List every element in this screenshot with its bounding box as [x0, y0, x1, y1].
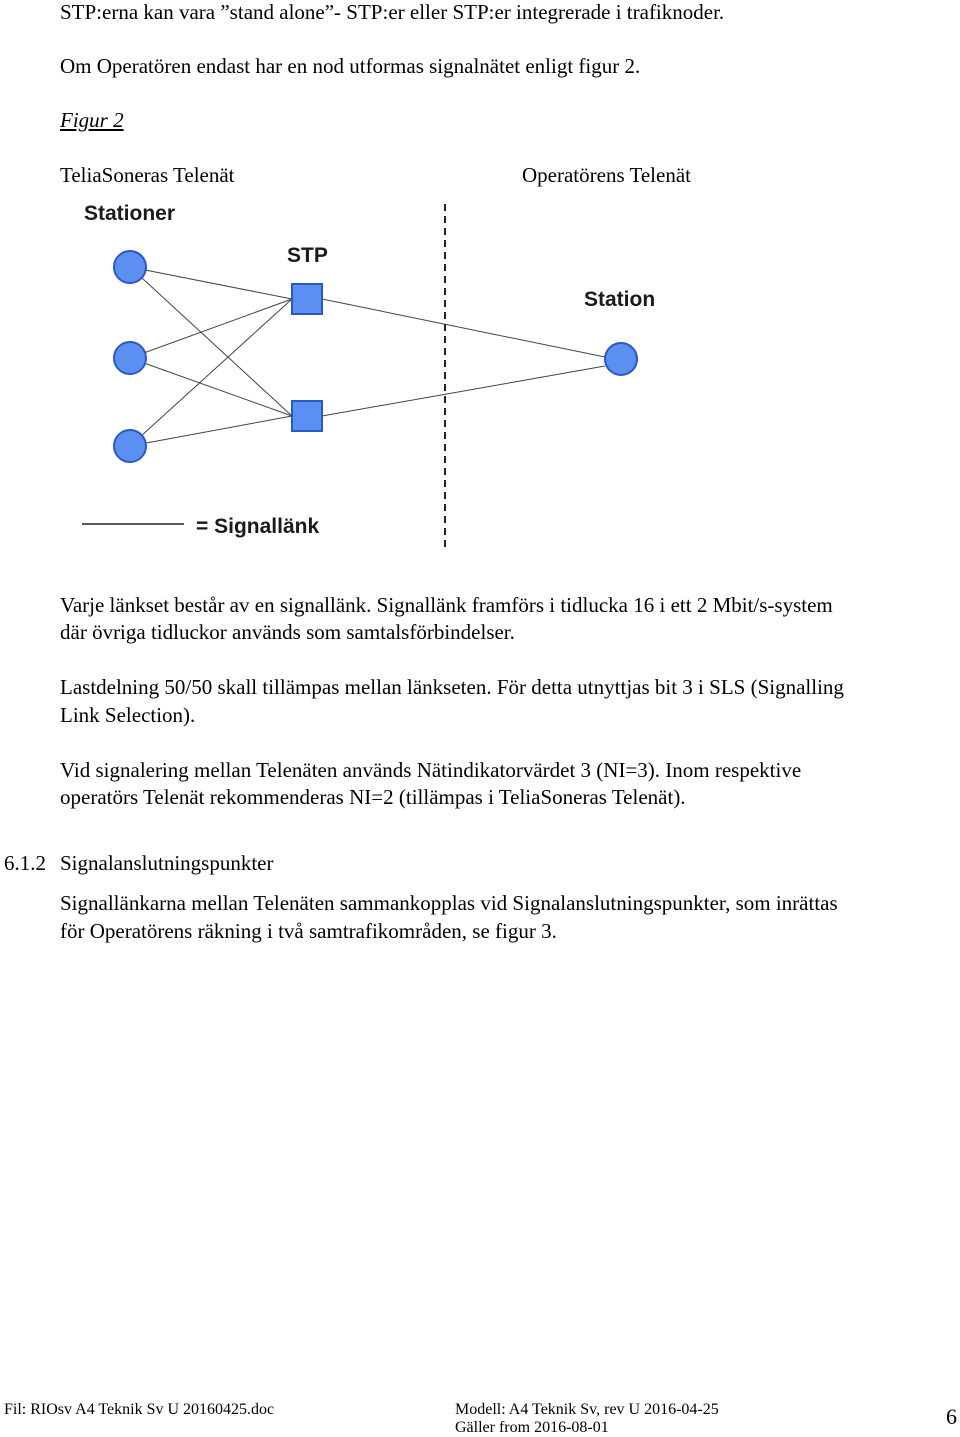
section-number: 6.1.2: [4, 851, 46, 875]
paragraph-single-node: Om Operatören endast har en nod utformas signalnätet enligt figur 2.: [60, 54, 641, 78]
station-label: Station: [584, 288, 656, 311]
footer-valid-from: Gäller from 2016-08-01: [455, 1419, 609, 1436]
right-network-heading: Operatörens Telenät: [522, 163, 691, 187]
stp-node-1: [292, 284, 322, 314]
footer-model: Modell: A4 Teknik Sv, rev U 2016-04-25: [455, 1401, 719, 1418]
left-network-heading: TeliaSoneras Telenät: [60, 163, 235, 187]
stationer-label: Stationer: [84, 202, 176, 225]
paragraph-load-sharing-line2: Link Selection).: [60, 703, 196, 727]
paragraph-load-sharing-line1: Lastdelning 50/50 skall tillämpas mellan länkseten. För detta utnyttjas bit 3 i SLS (Signalling: [60, 675, 844, 699]
station-node-1: [114, 251, 146, 283]
station-node-3: [114, 430, 146, 462]
stp-node-2: [292, 401, 322, 431]
stp-label: STP: [287, 244, 328, 267]
legend-label: = Signallänk: [196, 515, 320, 538]
paragraph-signal-points-line2: för Operatörens räkning i två samtrafikområden, se figur 3.: [60, 919, 557, 943]
section-title: Signalanslutningspunkter: [60, 851, 274, 875]
page-number: 6: [946, 1404, 957, 1429]
paragraph-linkset-line1: Varje länkset består av en signallänk. Signallänk framförs i tidlucka 16 i ett 2 Mbit/s-system: [60, 593, 833, 617]
figure-caption: Figur 2: [60, 108, 124, 132]
paragraph-linkset-line2: där övriga tidluckor används som samtalsförbindelser.: [60, 620, 515, 644]
operator-station-node: [605, 343, 637, 375]
paragraph-stp-types: STP:erna kan vara ”stand alone”- STP:er eller STP:er integrerade i trafiknoder.: [60, 0, 725, 24]
signal-network-diagram: [60, 192, 820, 562]
paragraph-network-indicator-line1: Vid signalering mellan Telenäten används Nätindikatorvärdet 3 (NI=3). Inom respektive: [60, 758, 802, 782]
paragraph-signal-points-line1: Signallänkarna mellan Telenäten sammankopplas vid Signalanslutningspunkter, som inrättas: [60, 891, 838, 915]
footer-file: Fil: RIOsv A4 Teknik Sv U 20160425.doc: [4, 1401, 275, 1418]
signal-links: [130, 267, 605, 446]
station-node-2: [114, 342, 146, 374]
paragraph-network-indicator-line2: operatörs Telenät rekommenderas NI=2 (tillämpas i TeliaSoneras Telenät).: [60, 785, 686, 809]
